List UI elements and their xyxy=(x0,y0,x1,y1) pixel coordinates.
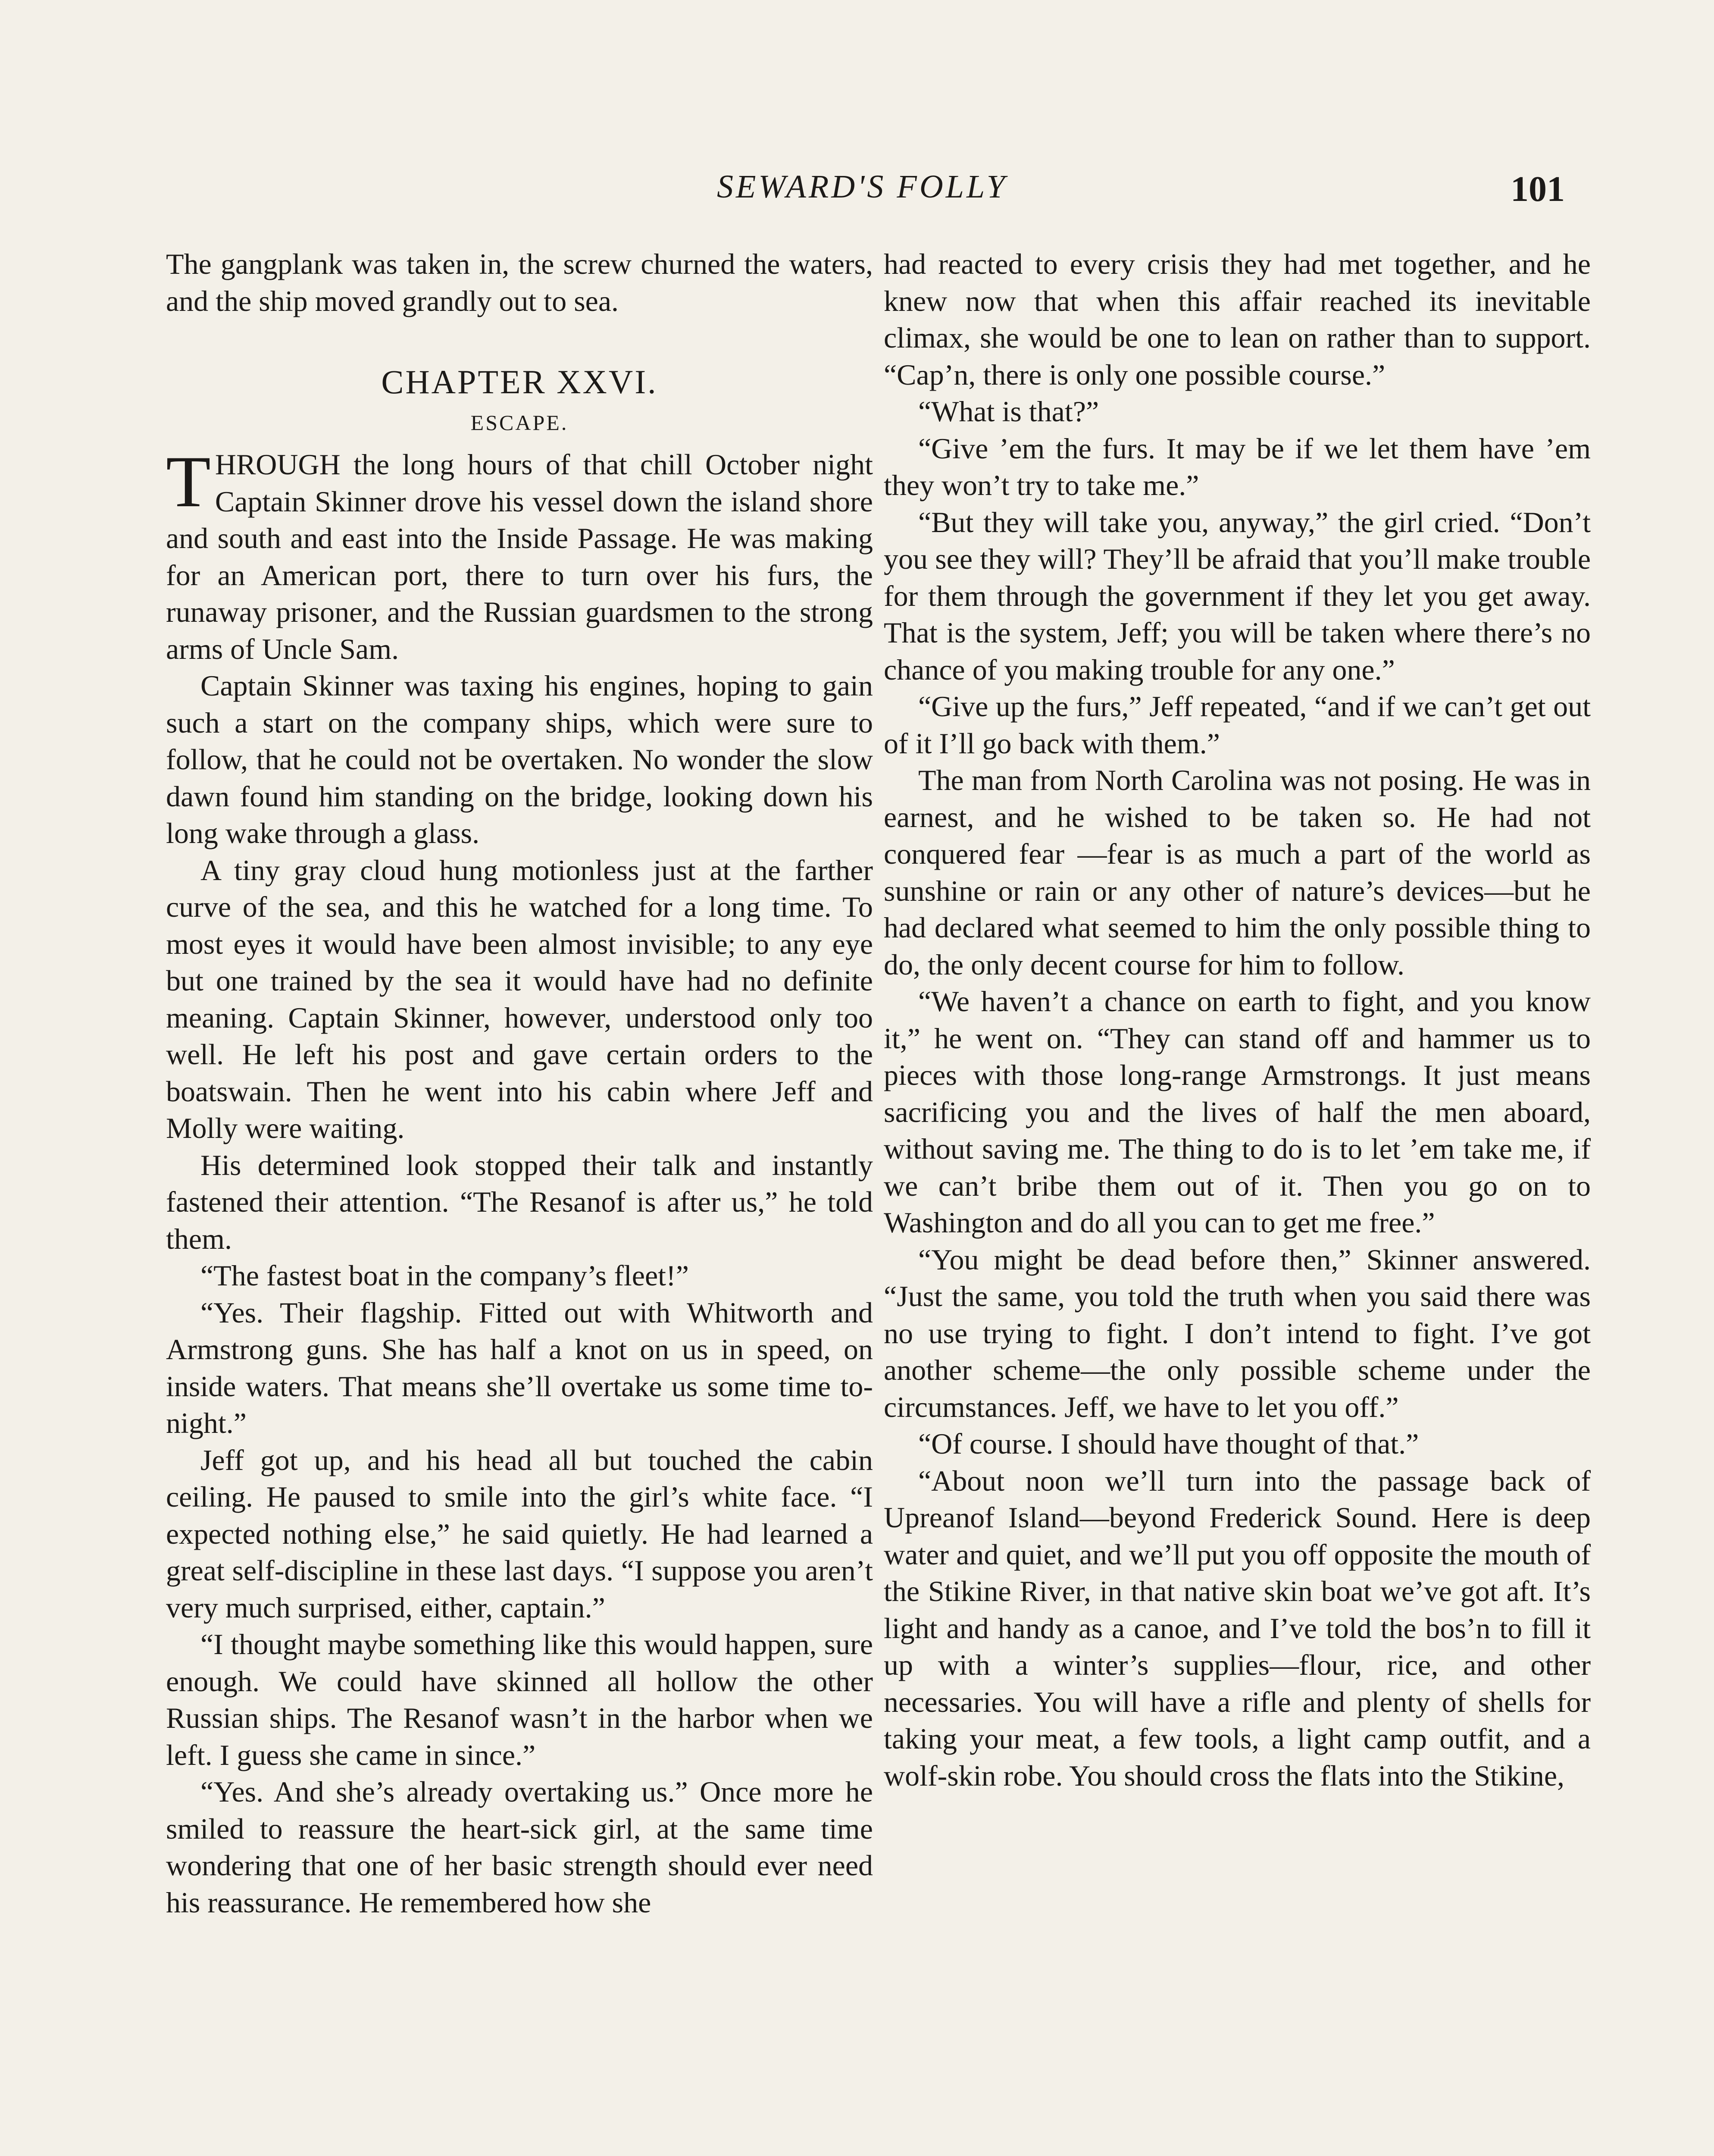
page-number: 101 xyxy=(1511,169,1565,209)
paragraph: “You might be dead before then,” Skinner answered. “Just the same, you told the truth when you said there was no use trying to fight. I don’t intend to fight. I’ve got another scheme—the only possible scheme under the circumstances. Jeff, we have to let you off.” xyxy=(884,1243,1591,1423)
left-column xyxy=(166,246,873,1921)
paragraph: “About noon we’ll turn into the passage back of Upreanof Island—beyond Frederick Sound. Here is deep water and quiet, and we’ll put you off opposite the mouth of the Stikine River, in that native skin boat we’ve got aft. It’s light and handy as a canoe, and I’ve told the bos’n to fill it up with a winter’s supplies—flour, rice, and other necessaries. You will have a rifle and plenty of shells for taking your meat, a few tools, a light camp outfit, and a wolf-skin robe. You should cross the flats into the Stikine, xyxy=(884,1464,1591,1792)
paragraph: “I thought maybe something like this would happen, sure enough. We could have skinned all hollow the other Russian ships. The Resanof wasn’t in the harbor when we left. I guess she came in since.” xyxy=(166,1628,873,1771)
paragraph: Jeff got up, and his head all but touched the cabin ceiling. He paused to smile into the girl’s white face. “I expected nothing else,” he said quietly. He had learned a great self-discipline in these last days. “I suppose you aren’t very much surprised, either, captain.” xyxy=(166,1443,873,1624)
running-header-title: SEWARD'S FOLLY xyxy=(716,169,1007,205)
drop-cap: T xyxy=(166,441,211,522)
right-column xyxy=(884,246,1591,1794)
paragraph: A tiny gray cloud hung motionless just at the farther curve of the sea, and this he watched for a long time. To most eyes it would have been almost invisible; to any eye but one trained by the sea it would have had no definite meaning. Captain Skinner, however, understood only too well. He left his post and gave certain orders to the boatswain. Then he went into his cabin where Jeff and Molly were waiting. xyxy=(166,853,873,1144)
paragraph: “The fastest boat in the company’s fleet!” xyxy=(200,1259,689,1292)
paragraph: “Yes. And she’s already overtaking us.” Once more he smiled to reassure the heart-sick girl, at the same time wondering that one of her basic strength should ever need his reassurance. He remembered how she xyxy=(166,1775,873,1919)
paragraph: Captain Skinner was taxing his engines, hoping to gain such a start on the company ships, which were sure to follow, that he could not be overtaken. No wonder the slow dawn found him standing on the bridge, looking down his long wake through a glass. xyxy=(166,669,873,849)
paragraph: The man from North Carolina was not posing. He was in earnest, and he wished to be taken so. He had not conquered fear —fear is as much a part of the world as sunshine or rain or any other of nature’s devices—but he had declared what seemed to him the only possible thing to do, the only decent course for him to follow. xyxy=(884,764,1591,981)
first-paragraph-text: HROUGH the long hours of that chill October night Captain Skinner drove his vessel down the island shore and south and east into the Inside Passage. He was making for an American port, there to turn over his furs, the runaway prisoner, and the Russian guardsmen to the strong arms of Uncle Sam. xyxy=(166,448,873,665)
paragraph: “Of course. I should have thought of that.” xyxy=(918,1427,1419,1460)
paragraph: “Give ’em the furs. It may be if we let them have ’em they won’t try to take me.” xyxy=(884,432,1591,501)
chapter-title: CHAPTER XXVI. xyxy=(381,363,658,401)
opening-paragraph: The gangplank was taken in, the screw churned the waters, and the ship moved grandly out to sea. xyxy=(166,248,873,317)
paragraph: “We haven’t a chance on earth to fight, and you know it,” he went on. “They can stand off and hammer us to pieces with those long-range Armstrongs. It just means sacrificing you and the lives of half the men aboard, without saving me. The thing to do is to let ’em take me, if we can’t bribe them out of it. Then you go on to Washington and do all you can to get me free.” xyxy=(884,985,1591,1239)
paragraph: “Yes. Their flagship. Fitted out with Whitworth and Armstrong guns. She has half a knot on us in speed, on inside waters. That means she’ll overtake us some time to-night.” xyxy=(166,1296,873,1439)
paragraph: “What is that?” xyxy=(918,395,1099,428)
paragraph: “But they will take you, anyway,” the girl cried. “Don’t you see they will? They’ll be afraid that you’ll make trouble for them through the government if they let you get away. That is the system, Jeff; you will be taken where there’s no chance of you making trouble for any one.” xyxy=(884,505,1591,686)
paragraph: His determined look stopped their talk and instantly fastened their attention. “The Resanof is after us,” he told them. xyxy=(166,1148,873,1255)
first-paragraph xyxy=(166,441,873,667)
paragraph: “Give up the furs,” Jeff repeated, “and if we can’t get out of it I’ll go back with them.” xyxy=(884,690,1591,760)
chapter-subtitle: ESCAPE. xyxy=(470,411,569,435)
continuation-paragraph: had reacted to every crisis they had met together, and he knew now that when this affair reached its inevitable climax, she would be one to lean on rather than to support. “Cap’n, there is only one possible course.” xyxy=(884,248,1591,391)
